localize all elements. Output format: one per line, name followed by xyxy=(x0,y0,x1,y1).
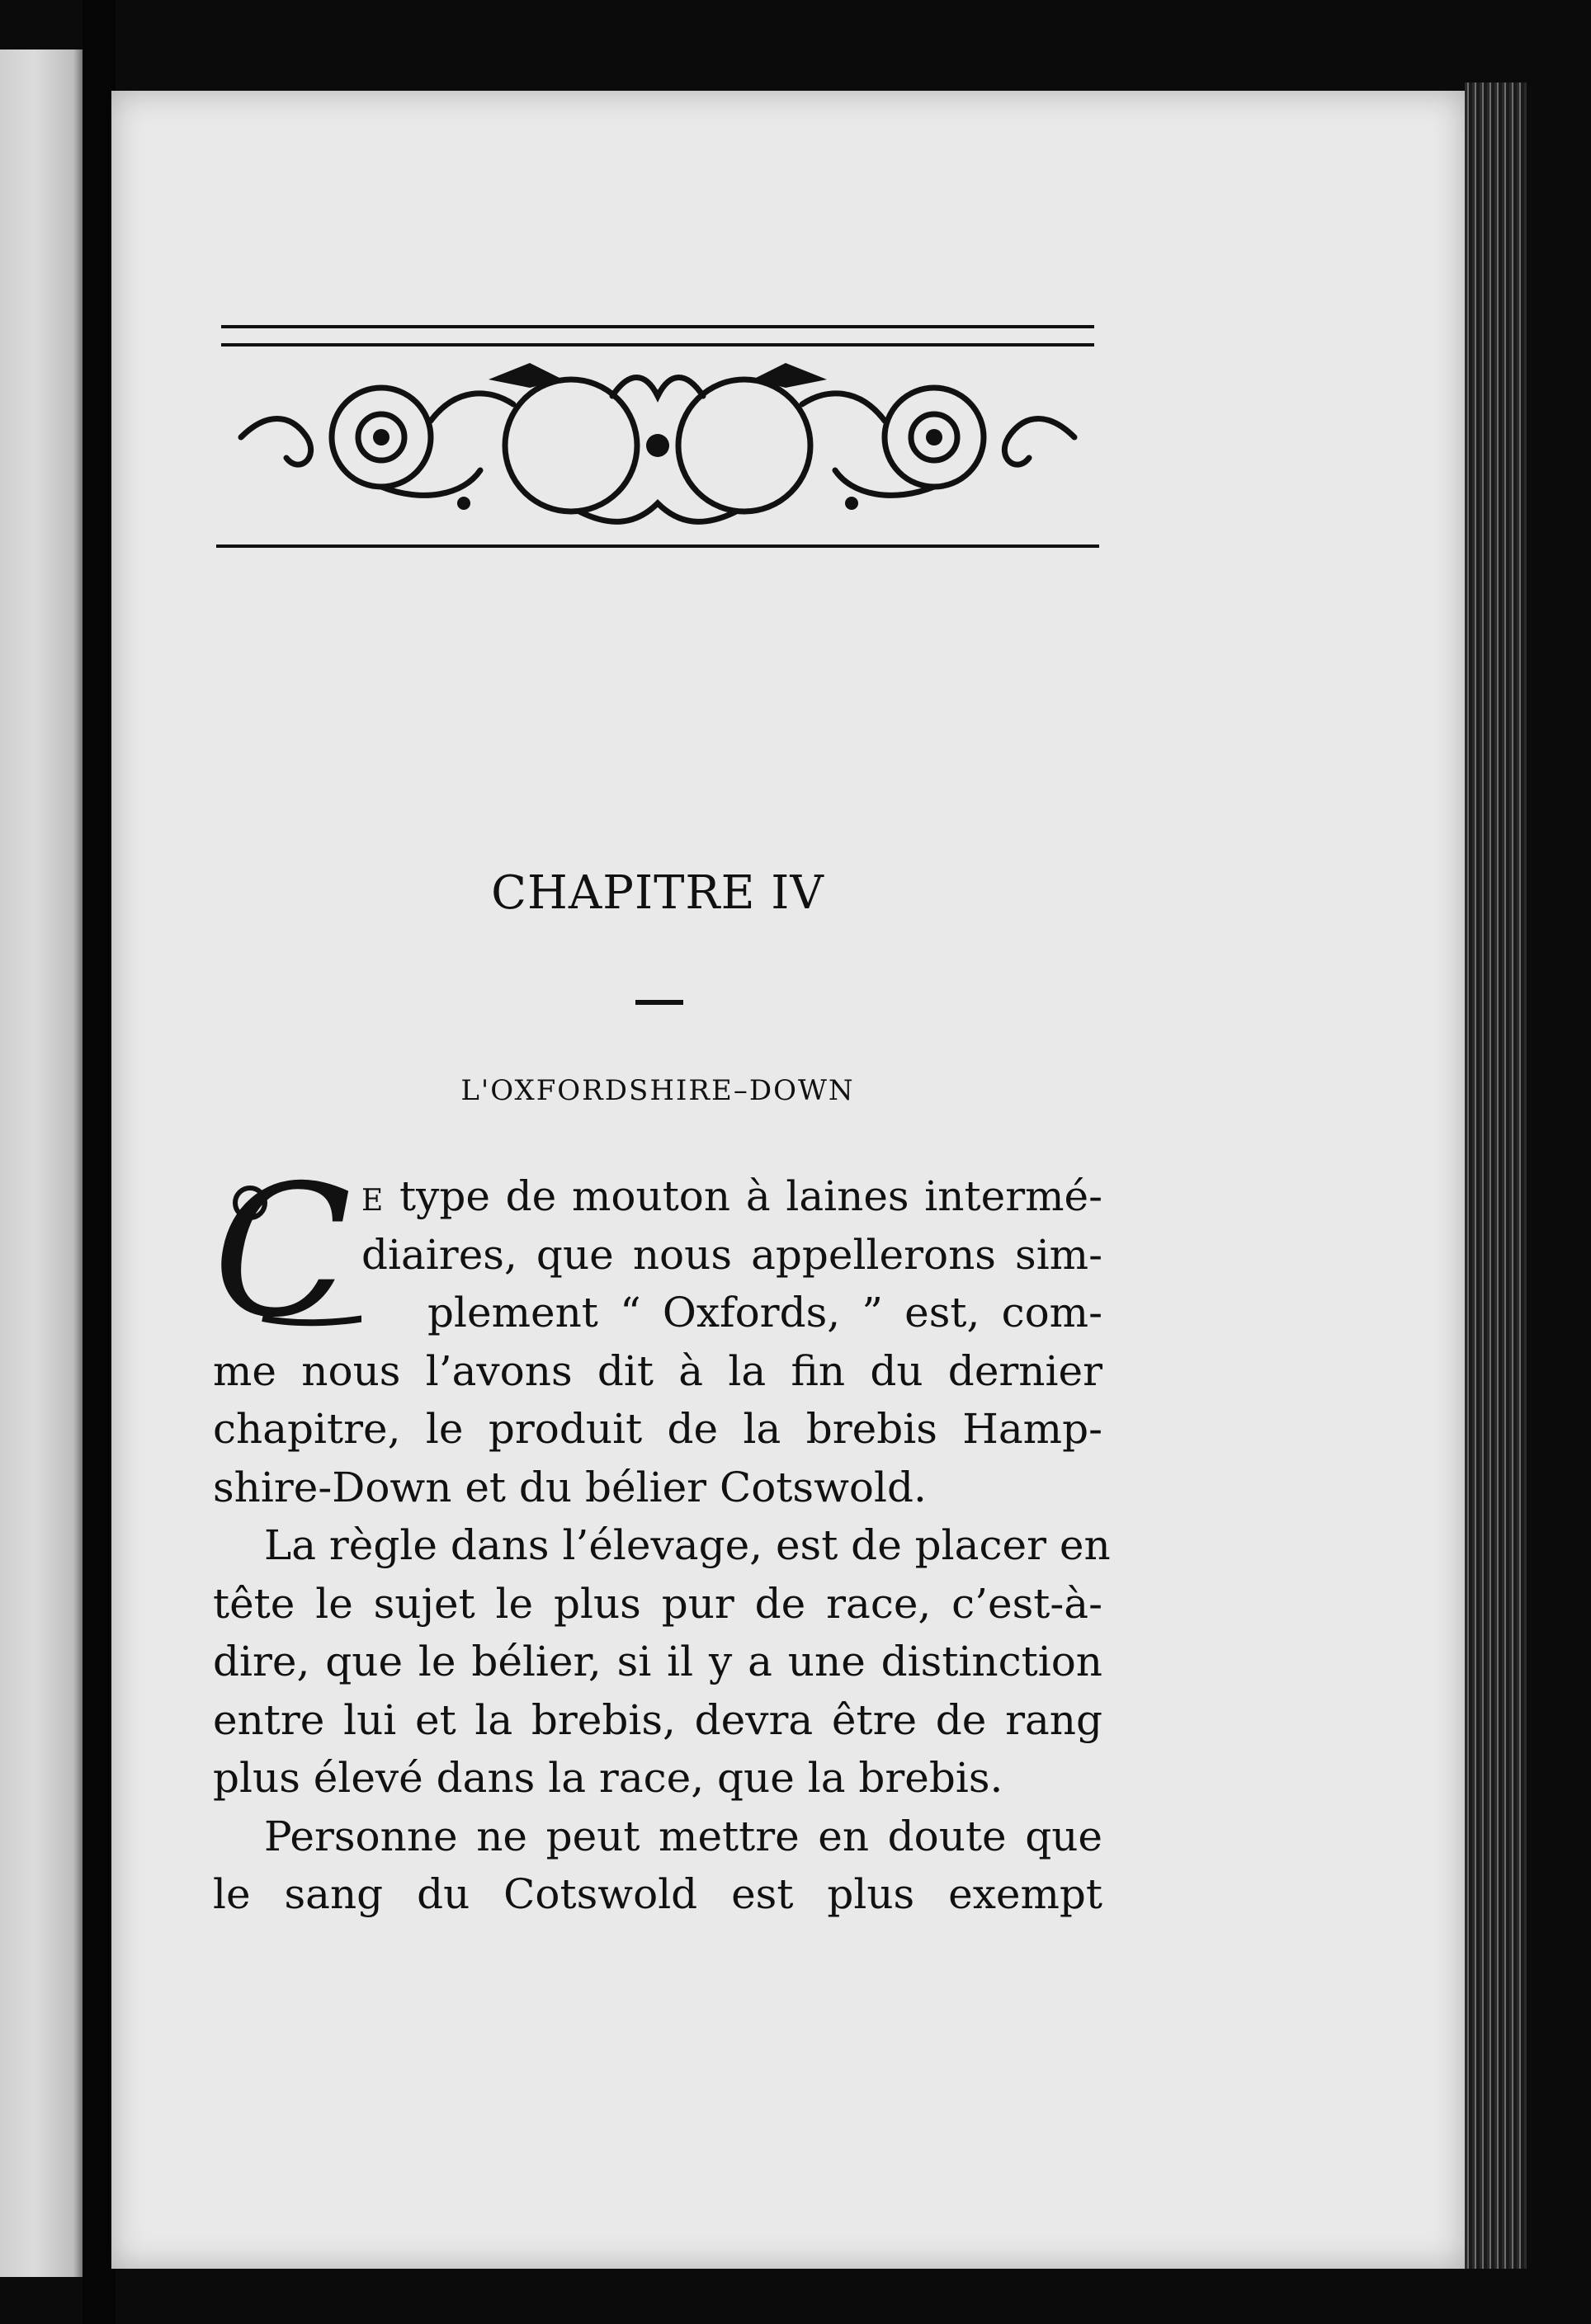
text-line-12: Personne ne peut mettre en doute que xyxy=(264,1812,1102,1860)
section-title: L'OXFORDSHIRE–DOWN xyxy=(460,1074,855,1107)
text-line-2: diaires, que nous appellerons sim- xyxy=(361,1230,1102,1279)
text-line-11: plus élevé dans la race, que la brebis. xyxy=(213,1754,1003,1802)
page-stack-edge xyxy=(1465,82,1527,2269)
facing-page-edge xyxy=(0,49,87,2277)
text-line-8: tête le sujet le plus pur de race, c’est-à- xyxy=(213,1579,1102,1628)
drop-cap-trailing: E xyxy=(361,1184,385,1218)
title-divider xyxy=(635,1000,683,1005)
text-line-4: me nous l’avons dit à la fin du dernier xyxy=(213,1346,1102,1395)
text-line-3: plement “ Oxfords, ” est, com- xyxy=(427,1289,1102,1336)
body-text xyxy=(213,1167,1111,1924)
ornament-header-icon xyxy=(216,322,1099,553)
text-line-5: chapitre, le produit de la brebis Hamp- xyxy=(213,1405,1102,1453)
text-line-13: le sang du Cotswold est plus exempt xyxy=(213,1870,1102,1918)
book-gutter xyxy=(83,0,116,2324)
drop-cap-letter: C xyxy=(213,1170,352,1335)
chapter-title: CHAPITRE IV xyxy=(491,866,824,920)
text-line-6: shire-Down et du bélier Cotswold. xyxy=(213,1463,927,1511)
text-line-10: entre lui et la brebis, devra être de rang xyxy=(213,1695,1102,1744)
text-line-1: E type de mouton à laines intermé- xyxy=(361,1172,1102,1220)
text-line-7: La règle dans l’élevage, est de placer en xyxy=(264,1521,1111,1569)
text-line-9: dire, que le bélier, si il y a une distinction xyxy=(213,1638,1102,1685)
